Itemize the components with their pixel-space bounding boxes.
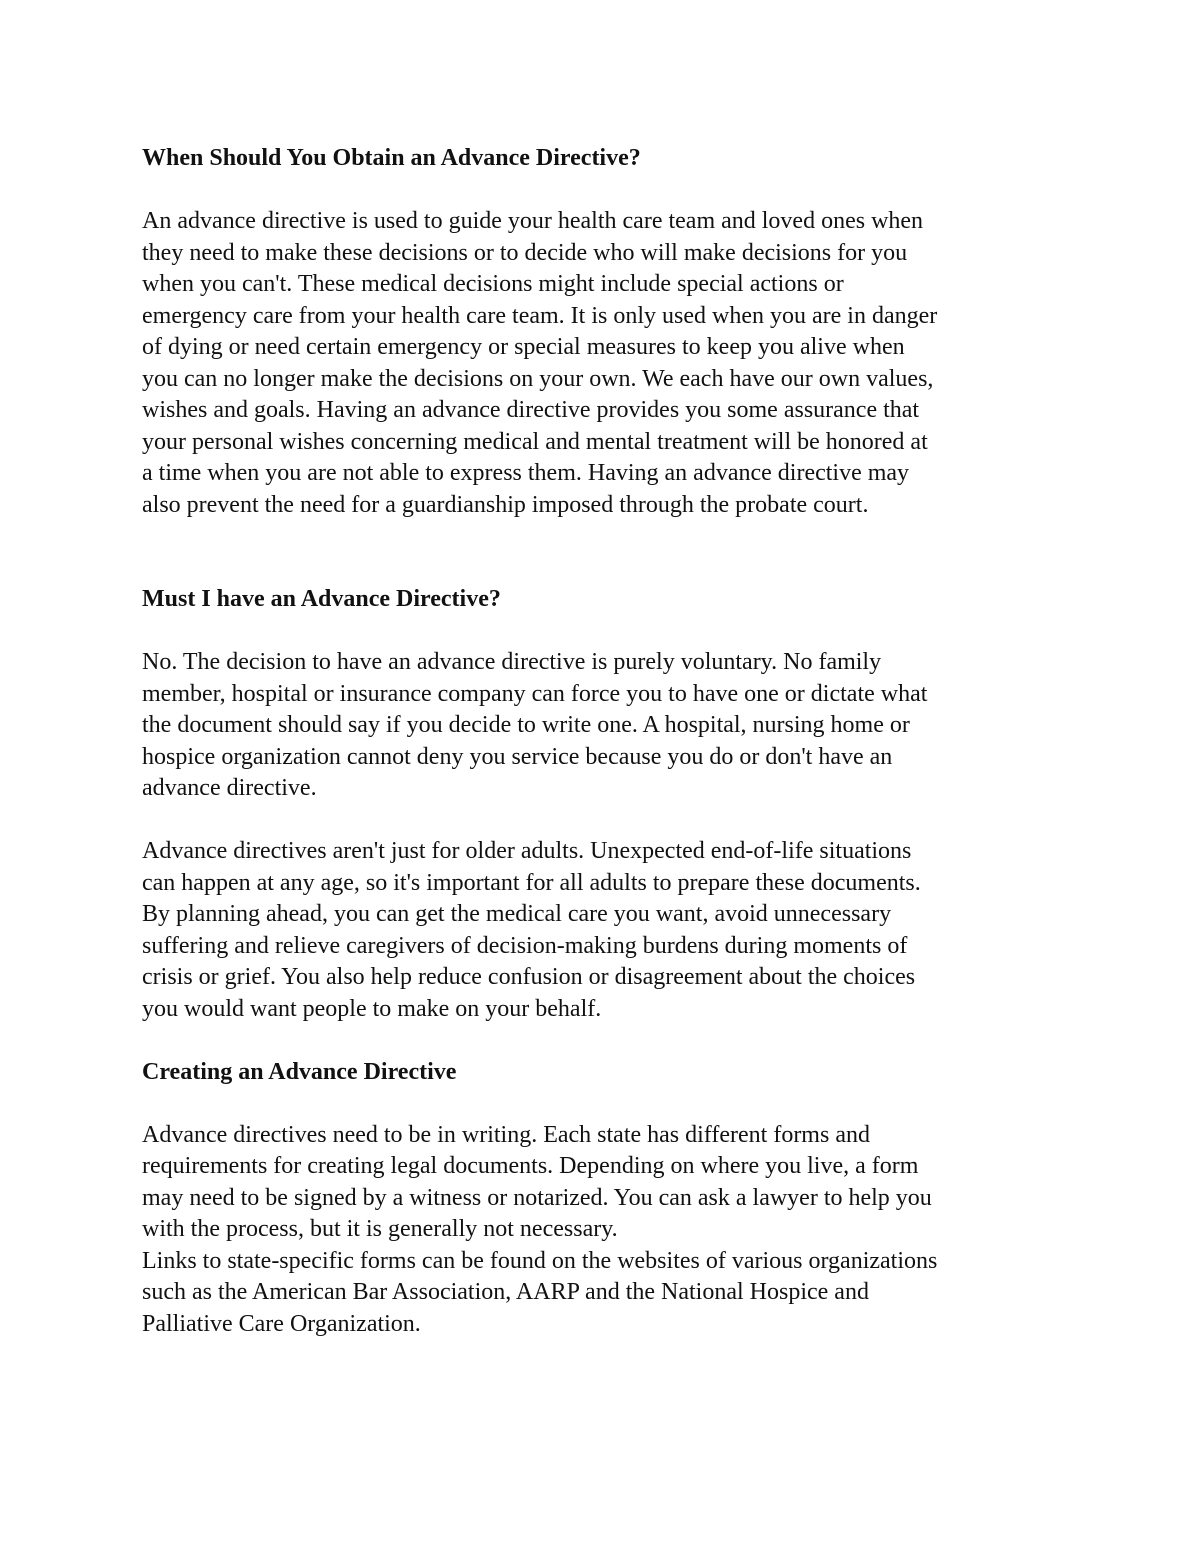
spacer [142, 175, 1082, 207]
text-line: you would want people to make on your behalf. [142, 995, 602, 1022]
text-line: you can no longer make the decisions on your own. We each have our own values, [142, 365, 934, 392]
paragraph [142, 1120, 1082, 1341]
spacer [142, 616, 1082, 648]
text-line: hospice organization cannot deny you service because you do or don't have an [142, 743, 893, 770]
text-line: Advance directives aren't just for older adults. Unexpected end-of-life situations [142, 838, 912, 864]
text-line: when you can't. These medical decisions might include special actions or [142, 271, 844, 297]
text-line: member, hospital or insurance company can force you to have one or dictate what [142, 680, 928, 707]
spacer [142, 521, 1082, 584]
section-heading: Must I have an Advance Directive? [142, 586, 501, 612]
text-line: of dying or need certain emergency or special measures to keep you alive when [142, 334, 905, 360]
text-line: emergency care from your health care team. It is only used when you are in danger [142, 302, 938, 329]
text-line: crisis or grief. You also help reduce confusion or disagreement about the choices [142, 964, 916, 990]
text-line: No. The decision to have an advance directive is purely voluntary. No family [142, 649, 882, 675]
text-line: advance directive. [142, 775, 317, 801]
text-line: also prevent the need for a guardianship imposed through the probate court. [142, 491, 869, 518]
text-line: An advance directive is used to guide your health care team and loved ones when [142, 208, 924, 234]
text-line: By planning ahead, you can get the medical care you want, avoid unnecessary [142, 901, 892, 927]
text-line: may need to be signed by a witness or notarized. You can ask a lawyer to help you [142, 1184, 932, 1211]
text-line: with the process, but it is generally not necessary. [142, 1216, 618, 1242]
text-line: the document should say if you decide to write one. A hospital, nursing home or [142, 712, 910, 738]
section-heading: Creating an Advance Directive [142, 1058, 457, 1085]
text-line: they need to make these decisions or to decide who will make decisions for you [142, 239, 908, 266]
text-line: wishes and goals. Having an advance directive provides you some assurance that [142, 397, 920, 423]
paragraph [142, 836, 1082, 1025]
spacer [142, 1088, 1082, 1120]
document-body [142, 143, 1082, 1340]
paragraph [142, 647, 1082, 805]
text-line: such as the American Bar Association, AARP and the National Hospice and [142, 1279, 869, 1305]
text-line: requirements for creating legal documents. Depending on where you live, a form [142, 1153, 919, 1179]
text-line: suffering and relieve caregivers of decision-making burdens during moments of [142, 932, 908, 959]
spacer [142, 1025, 1082, 1057]
text-line: your personal wishes concerning medical and mental treatment will be honored at [142, 428, 928, 455]
spacer [142, 805, 1082, 837]
section-heading: When Should You Obtain an Advance Directive? [142, 145, 641, 171]
text-line: can happen at any age, so it's important for all adults to prepare these documents. [142, 869, 921, 896]
text-line: Palliative Care Organization. [142, 1310, 421, 1337]
paragraph [142, 206, 1082, 521]
text-line: a time when you are not able to express them. Having an advance directive may [142, 460, 910, 486]
text-line: Links to state-specific forms can be found on the websites of various organizations [142, 1247, 938, 1274]
text-line: Advance directives need to be in writing. Each state has different forms and [142, 1121, 870, 1148]
